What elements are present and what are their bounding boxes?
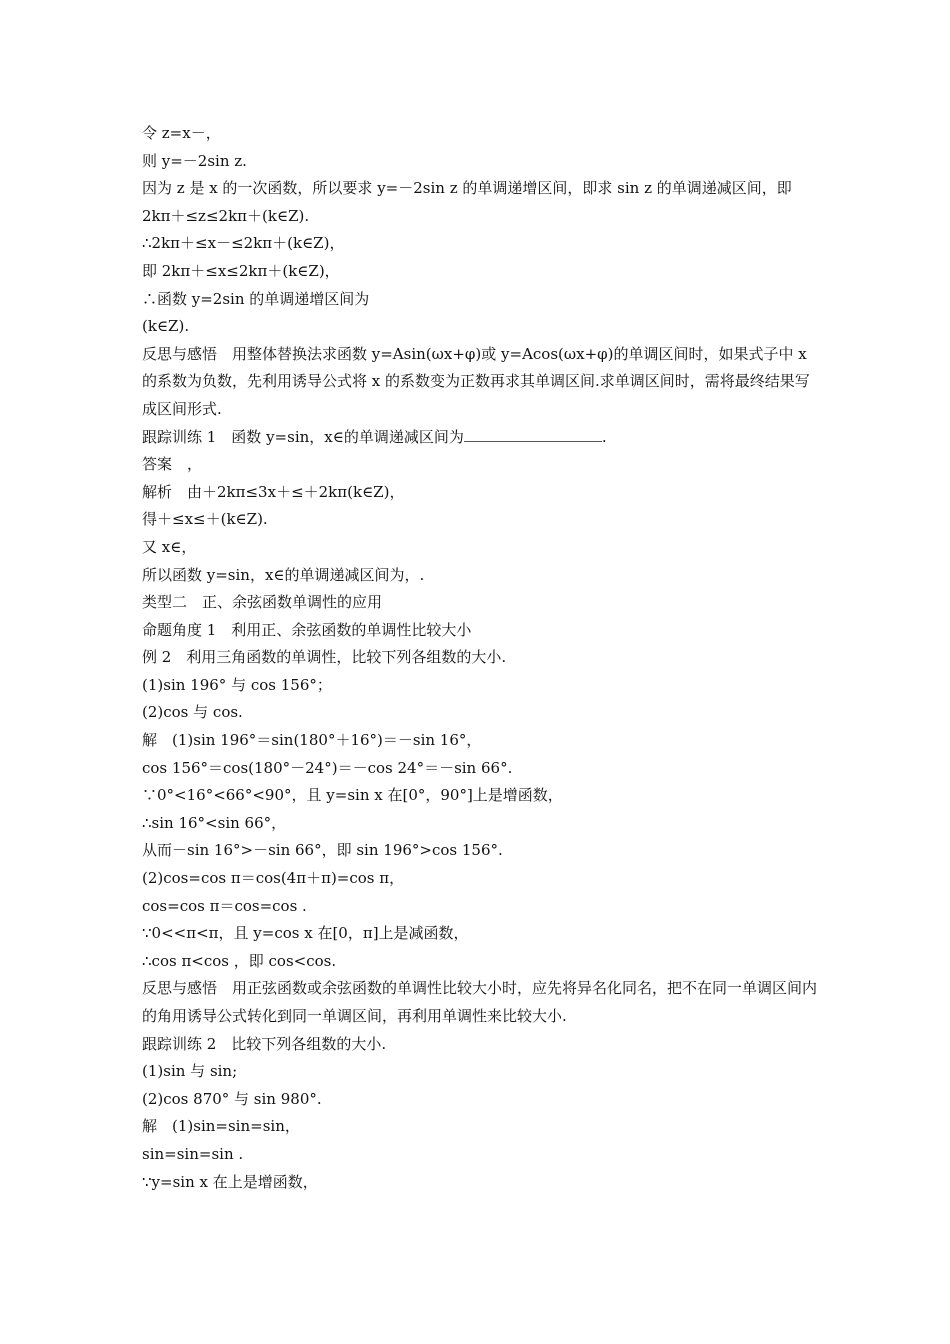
text-line: sin=sin=sin . (142, 1144, 244, 1163)
text-line: 解析 由＋2kπ≤3x＋≤＋2kπ(k∈Z)， (142, 482, 405, 501)
subsection-heading: 命题角度 1 利用正、余弦函数的单调性比较大小 (142, 620, 472, 639)
section-heading: 类型二 正、余弦函数单调性的应用 (142, 593, 383, 612)
text-line: cos 156°＝cos(180°－24°)＝－cos 24°＝－sin 66°. (142, 758, 513, 777)
text-line: 得＋≤x≤＋(k∈Z). (142, 510, 268, 529)
text-line: cos=cos π＝cos=cos . (142, 896, 307, 915)
text-line: 从而－sin 16°>－sin 66°，即 sin 196°>cos 156°. (142, 841, 503, 860)
text-line: ∵0°<16°<66°<90°，且 y=sin x 在[0°，90°]上是增函数， (142, 786, 563, 805)
text-line: ∵0<<π<π，且 y=cos x 在[0，π]上是减函数， (142, 924, 469, 943)
practice-1-period: . (601, 427, 607, 446)
reflection-paragraph: 反思与感悟 用正弦函数或余弦函数的单调性比较大小时，应先将异名化同名，把不在同一单调区间内的角用诱导公式转化到同一单调区间，再利用单调性来比较大小. (142, 979, 818, 1025)
example-heading: 例 2 利用三角函数的单调性，比较下列各组数的大小. (142, 648, 507, 667)
text-line: ∴2kπ＋≤x－≤2kπ＋(k∈Z)， (142, 234, 345, 253)
practice-1-line (142, 424, 822, 452)
text-paragraph: 因为 z 是 x 的一次函数，所以要求 y=－2sin z 的单调递增区间，即求 sin z 的单调递减区间，即 2kπ＋≤z≤2kπ＋(k∈Z). (142, 179, 792, 225)
practice-2-heading: 跟踪训练 2 比较下列各组数的大小. (142, 1034, 387, 1053)
text-line: 即 2kπ＋≤x≤2kπ＋(k∈Z)， (142, 261, 340, 280)
text-line: 答案 ， (142, 455, 203, 474)
text-line: (1)sin 与 sin; (142, 1062, 238, 1081)
text-line: (2)cos 与 cos. (142, 703, 243, 722)
answer-blank (464, 427, 602, 442)
text-line: 解 (1)sin 196°＝sin(180°＋16°)＝－sin 16°， (142, 731, 482, 750)
text-line: 则 y=－2sin z. (142, 151, 247, 170)
document-page (142, 120, 822, 1196)
text-line: (1)sin 196° 与 cos 156°； (142, 675, 332, 694)
text-line: 又 x∈， (142, 537, 197, 556)
text-line: ∴sin 16°<sin 66°， (142, 813, 287, 832)
text-line: (k∈Z). (142, 317, 190, 336)
text-line: ∴函数 y=2sin 的单调递增区间为 (142, 289, 370, 308)
text-line: ∴cos π<cos ，即 cos<cos. (142, 951, 337, 970)
text-line: 所以函数 y=sin，x∈的单调递减区间为，. (142, 565, 425, 584)
text-line: 令 z=x－， (142, 124, 221, 142)
text-line: ∵y=sin x 在上是增函数， (142, 1172, 318, 1191)
text-line: (2)cos=cos π＝cos(4π＋π)=cos π， (142, 869, 405, 888)
text-line: (2)cos 870° 与 sin 980°. (142, 1089, 322, 1108)
reflection-paragraph: 反思与感悟 用整体替换法求函数 y=Asin(ωx+φ)或 y=Acos(ωx+φ)的单调区间时，如果式子中 x 的系数为负数，先利用诱导公式将 x 的系数变为正数再求其单调区间.求单调区间时，需将最终结果写成区间形式. (142, 344, 810, 418)
practice-1-text: 跟踪训练 1 函数 y=sin，x∈的单调递减区间为 (142, 427, 464, 446)
text-line: 解 (1)sin=sin=sin， (142, 1117, 300, 1136)
